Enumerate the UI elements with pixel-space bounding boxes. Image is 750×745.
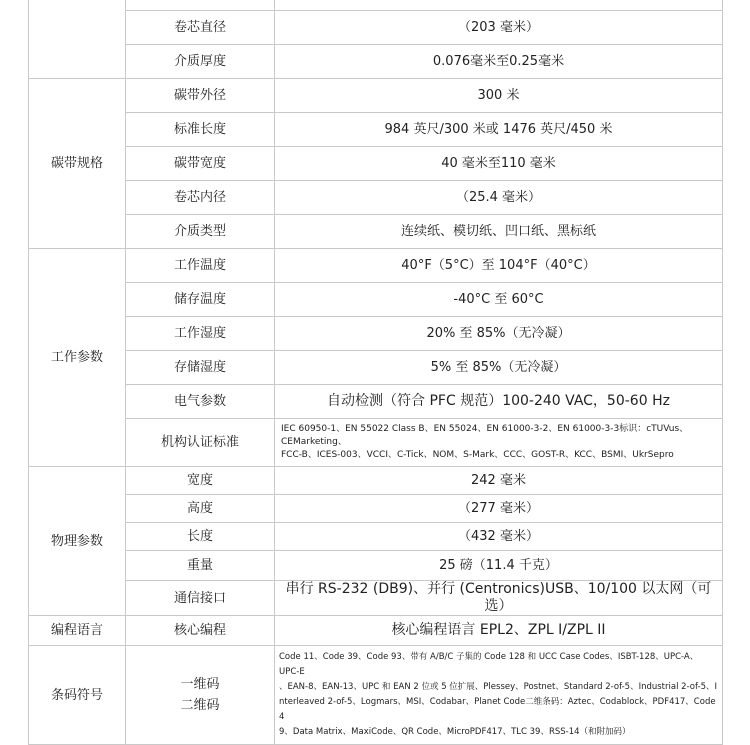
table-row [29, 385, 723, 419]
row-label: 机构认证标准 [126, 419, 275, 467]
table-row [29, 283, 723, 317]
barcode-line: 、EAN-8、EAN-13、UPC 和 EAN 2 位或 5 位扩展、Plessey、Postnet、Standard 2-of-5、Industrial 2-of-5、I [279, 682, 717, 692]
group-label: 物理参数 [29, 467, 126, 616]
table-row [29, 317, 723, 351]
row-label: 宽度 [126, 467, 275, 495]
row-label: 长度 [126, 523, 275, 551]
barcode-line: Code 11、Code 39、Code 93、带有 A/B/C 子集的 Code 128 和 UCC Case Codes、ISBT-128、UPC-A、UPC-E [279, 652, 699, 677]
table-row [29, 181, 723, 215]
table-row [29, 351, 723, 385]
barcode-value [275, 646, 723, 745]
row-label: 核心编程 [126, 616, 275, 646]
group-label: 条码符号 [29, 646, 126, 745]
table-row [29, 113, 723, 147]
row-value: 5% 至 85%（无冷凝） [275, 351, 723, 385]
table-row [29, 581, 723, 616]
row-value: （203 毫米） [275, 11, 723, 45]
table-row [29, 467, 723, 495]
row-label: 介质类型 [126, 215, 275, 249]
group-label: 碳带规格 [29, 79, 126, 249]
group-label: 工作参数 [29, 249, 126, 467]
row-value: （25.4 毫米） [275, 181, 723, 215]
barcode-line: 9、Data Matrix、MaxiCode、QR Code、MicroPDF417、TLC 39、RSS-14（和附加码） [279, 727, 631, 737]
row-value: （277 毫米） [275, 495, 723, 523]
row-label: 重量 [126, 551, 275, 581]
table-row [29, 646, 723, 745]
table-row [29, 419, 723, 467]
row-value: 0.076毫米至0.25毫米 [275, 45, 723, 79]
row-label: 二维码 [180, 698, 220, 713]
barcode-labels [126, 646, 275, 745]
row-label: 电气参数 [126, 385, 275, 419]
row-value: -40°C 至 60°C [275, 283, 723, 317]
table-row [29, 551, 723, 581]
cert-value [275, 419, 723, 467]
table-row [29, 0, 723, 11]
row-value: 25 磅（11.4 千克） [275, 551, 723, 581]
row-label: 储存温度 [126, 283, 275, 317]
table-row [29, 249, 723, 283]
row-label: 碳带外径 [126, 79, 275, 113]
cert-line: FCC-B、ICES-003、VCCI、C-Tick、NOM、S-Mark、CCC、GOST-R、KCC、BSMI、UkrSepro [281, 450, 674, 460]
row-label: 高度 [126, 495, 275, 523]
row-value: （432 毫米） [275, 523, 723, 551]
row-value: 自动检测（符合 PFC 规范）100-240 VAC，50-60 Hz [275, 385, 723, 419]
table-row [29, 79, 723, 113]
group-cell-media [29, 0, 126, 79]
row-label: 卷芯直径 [126, 11, 275, 45]
row-value: 40 毫米至110 毫米 [275, 147, 723, 181]
row-value [275, 0, 723, 11]
row-value: 20% 至 85%（无冷凝） [275, 317, 723, 351]
row-value: 300 米 [275, 79, 723, 113]
row-label: 碳带宽度 [126, 147, 275, 181]
table-row [29, 147, 723, 181]
row-value: 984 英尺/300 米或 1476 英尺/450 米 [275, 113, 723, 147]
group-label: 编程语言 [29, 616, 126, 646]
row-label: 标准长度 [126, 113, 275, 147]
table-row [29, 215, 723, 249]
row-value: 连续纸、模切纸、凹口纸、黑标纸 [275, 215, 723, 249]
cert-line: IEC 60950-1、EN 55022 Class B、EN 55024、EN 61000-3-2、EN 61000-3-3标识：cTUVus、CEMarketing、 [281, 424, 689, 447]
table-row [29, 616, 723, 646]
row-label: 通信接口 [126, 581, 275, 616]
row-value: 核心编程语言 EPL2、ZPL I/ZPL II [275, 616, 723, 646]
row-label: 一维码 [180, 677, 220, 692]
row-label: 存储湿度 [126, 351, 275, 385]
row-label [126, 0, 275, 11]
row-value: 40°F（5°C）至 104°F（40°C） [275, 249, 723, 283]
table-row [29, 495, 723, 523]
table-row [29, 523, 723, 551]
table-row [29, 45, 723, 79]
row-label: 工作湿度 [126, 317, 275, 351]
row-label: 卷芯内径 [126, 181, 275, 215]
spec-table [28, 0, 723, 745]
row-label: 介质厚度 [126, 45, 275, 79]
table-row [29, 11, 723, 45]
row-value: 242 毫米 [275, 467, 723, 495]
row-label: 工作温度 [126, 249, 275, 283]
row-value: 串行 RS-232 (DB9)、并行 (Centronics)USB、10/100 以太网（可选） [275, 581, 723, 616]
barcode-line: nterleaved 2-of-5、Logmars、MSI、Codabar、Planet Code二维条码：Aztec、Codablock、PDF417、Code 4 [279, 697, 716, 722]
